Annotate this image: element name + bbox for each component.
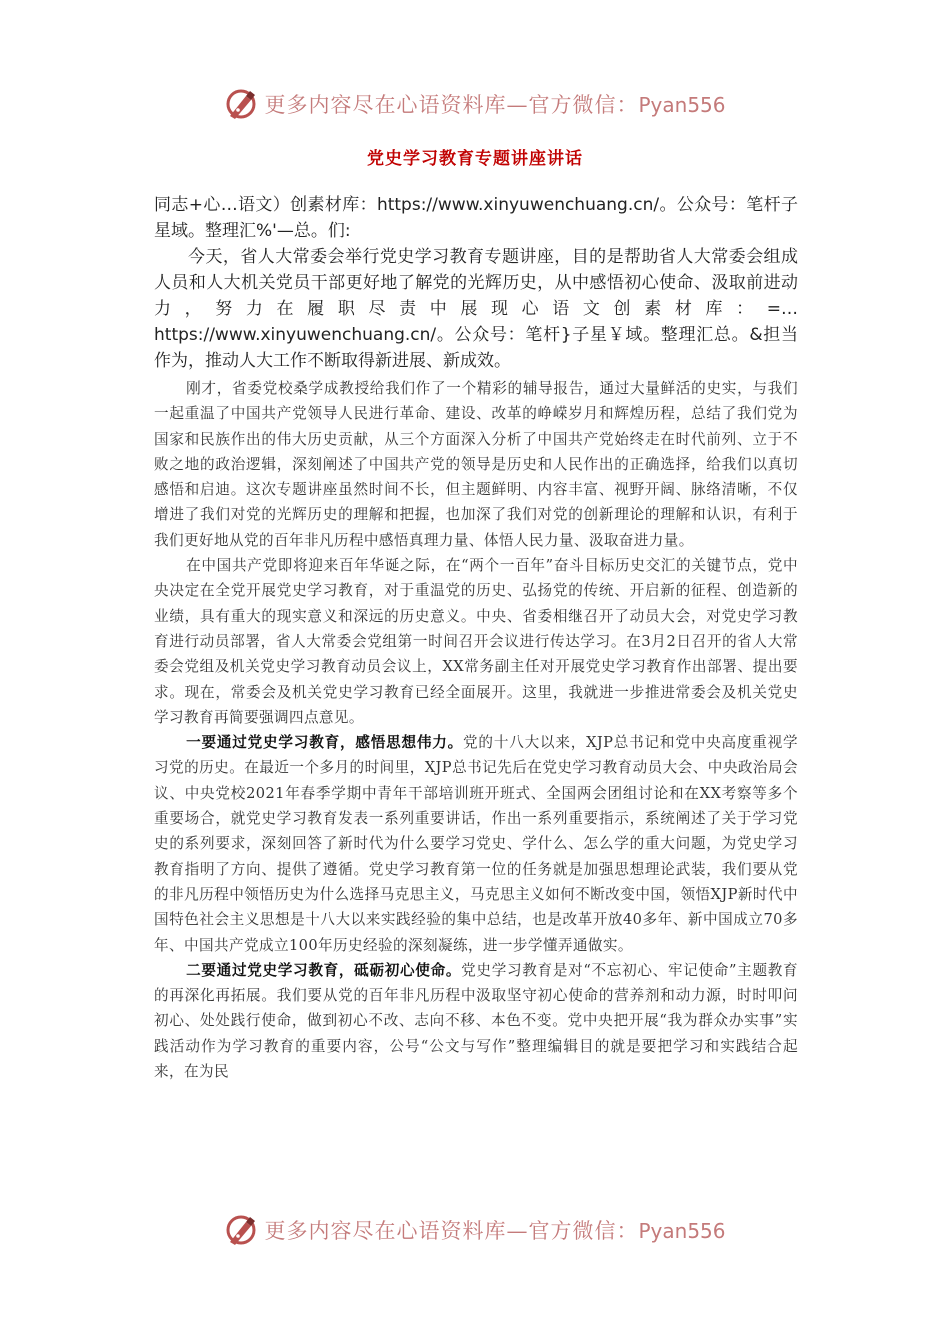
banner-text-wechat-id: Pyan556 (638, 1219, 726, 1243)
document-body (154, 192, 798, 1084)
lead-paragraph-2: 今天，省人大常委会举行党史学习教育专题讲座，目的是帮助省人大常委会组成人员和人大机关党员干部更好地了解党的光辉历史，从中感悟初心使命、汲取前进动力，努力在履职尽责中展现心语文创素材库：=…https://www.xinyuwenchuang.cn/。公众号：笔杆}子星￥域。整理汇总。&担当作为，推动人大工作不断取得新进展、新成效。 (154, 247, 798, 371)
body-paragraph-3 (154, 730, 798, 958)
paragraph-text: 在中国共产党即将迎来百年华诞之际，在“两个一百年”奋斗目标历史交汇的关键节点，党中央决定在全党开展党史学习教育，对于重温党的历史、弘扬党的传统、开启新的征程、创造新的业绩，具有重大的现实意义和深远的历史意义。中央、省委相继召开了动员大会，对党史学习教育进行动员部署，省人大常委会党组第一时间召开会议进行传达学习。在3月2日召开的省人大常委会党组及机关党史学习教育动员会议上，XX常务副主任对开展党史学习教育作出部署、提出要求。现在，常委会及机关党史学习教育已经全面展开。这里，我就进一步推进常委会及机关党史学习教育再简要强调四点意见。 (154, 557, 798, 726)
pen-logo-icon (224, 1212, 260, 1248)
banner-text-cn: 更多内容尽在心语资料库—官方微信： (264, 1219, 639, 1243)
footer-banner (0, 1210, 950, 1250)
pen-logo-icon (224, 86, 260, 122)
lead-paragraph-1: 同志+心…语文）创素材库：https://www.xinyuwenchuang.cn/。公众号：笔杆子星域。整理汇%'—总。们: (154, 195, 798, 241)
paragraph-text: 党的十八大以来，XJP总书记和党中央高度重视学习党的历史。在最近一个多月的时间里，XJP总书记先后在党史学习教育动员大会、中央政治局会议、中央党校2021年春季学期中青年干部培训班开班式、全国两会团组讨论和在XX考察等多个重要场合，就党史学习教育发表一系列重要讲话，作出一系列重要指示，系统阐述了关于学习党史的系列要求，深刻回答了新时代为什么要学习党史、学什么、怎么学的重大问题，为党史学习教育指明了方向、提供了遵循。党史学习教育第一位的任务就是加强思想理论武装，我们要从党的非凡历程中领悟历史为什么选择马克思主义，马克思主义如何不断改变中国，领悟XJP新时代中国特色社会主义思想是十八大以来实践经验的集中总结，也是改革开放40多年、新中国成立70多年、中国共产党成立100年历史经验的深刻凝练，进一步学懂弄通做实。 (154, 734, 799, 954)
body-paragraph-2 (154, 553, 798, 730)
banner-text (264, 1215, 725, 1245)
body-paragraph-1 (154, 376, 798, 553)
banner-text-cn: 更多内容尽在心语资料库—官方微信： (264, 93, 639, 117)
header-banner (0, 84, 950, 124)
paragraph-text: 党史学习教育是对“不忘初心、牢记使命”主题教育的再深化再拓展。我们要从党的百年非凡历程中汲取坚守初心使命的营养剂和动力源，时时叩问初心、处处践行使命，做到初心不改、志向不移、本色不变。党中央把开展“我为群众办实事”实践活动作为学习教育的重要内容，公号“公文与写作”整理编辑目的就是要把学习和实践结合起来，在为民 (154, 961, 799, 1081)
paragraph-heading: 二要通过党史学习教育，砥砺初心使命。 (186, 961, 462, 979)
paragraph-text: 刚才，省委党校桑学成教授给我们作了一个精彩的辅导报告，通过大量鲜活的史实，与我们一起重温了中国共产党领导人民进行革命、建设、改革的峥嵘岁月和辉煌历程，总结了我们党为国家和民族作出的伟大历史贡献，从三个方面深入分析了中国共产党始终走在时代前列、立于不败之地的政治逻辑，深刻阐述了中国共产党的领导是历史和人民作出的正确选择，给我们以真切感悟和启迪。这次专题讲座虽然时间不长，但主题鲜明、内容丰富、视野开阔、脉络清晰，不仅增进了我们对党的光辉历史的理解和把握，也加深了我们对党的创新理论的理解和认识，有利于我们更好地从党的百年非凡历程中感悟真理力量、体悟人民力量、汲取奋进力量。 (154, 380, 798, 549)
paragraph-heading: 一要通过党史学习教育，感悟思想伟力。 (186, 734, 464, 752)
body-paragraph-4 (154, 958, 798, 1084)
banner-text (264, 89, 725, 119)
banner-text-wechat-id: Pyan556 (638, 93, 726, 117)
document-title: 党史学习教育专题讲座讲话 (367, 149, 583, 169)
